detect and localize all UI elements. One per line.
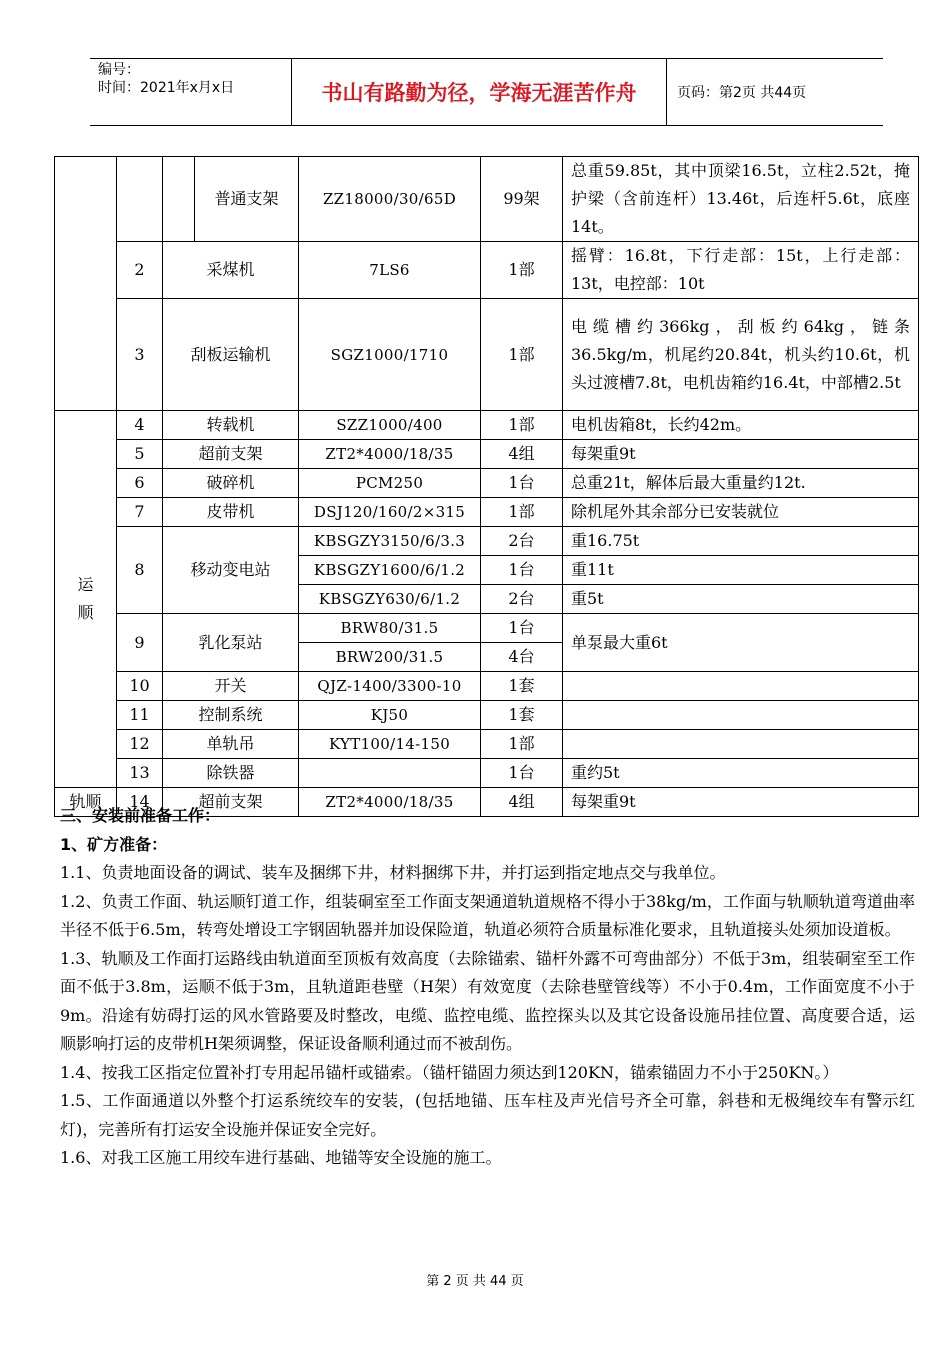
equipment-qty: 1部: [481, 730, 563, 759]
equipment-qty: 1套: [481, 672, 563, 701]
equipment-model: KBSGZY630/6/1.2: [299, 585, 481, 614]
category-cell: [55, 157, 117, 411]
equipment-name: 转载机: [163, 411, 299, 440]
table-row: [55, 527, 919, 556]
row-number: 12: [117, 730, 163, 759]
row-number: 10: [117, 672, 163, 701]
equipment-note: 重约5t: [563, 759, 919, 788]
equipment-qty: 4组: [481, 788, 563, 817]
equipment-name: 采煤机: [163, 242, 299, 299]
row-number: 3: [117, 299, 163, 411]
number-label: 编号：: [98, 62, 140, 78]
row-number: 2: [117, 242, 163, 299]
table-row: [55, 498, 919, 527]
equipment-model: ZT2*4000/18/35: [299, 440, 481, 469]
row-number: 11: [117, 701, 163, 730]
equipment-qty: 1台: [481, 556, 563, 585]
equipment-note: 电机齿箱8t，长约42m。: [563, 411, 919, 440]
table-row: [55, 299, 919, 411]
equipment-note: 重11t: [563, 556, 919, 585]
equipment-model: SGZ1000/1710: [299, 299, 481, 411]
table-row: [55, 242, 919, 299]
equipment-note: 除机尾外其余部分已安装就位: [563, 498, 919, 527]
subsection-heading: 1、矿方准备：: [60, 834, 168, 854]
category-cell-guishun: 轨顺: [55, 788, 117, 817]
equipment-name: 超前支架: [163, 440, 299, 469]
equipment-note: [563, 701, 919, 730]
paragraph-1-6: 1.6、对我工区施工用绞车进行基础、地锚等安全设施的施工。: [60, 1148, 502, 1167]
equipment-name: 皮带机: [163, 498, 299, 527]
equipment-qty: 1台: [481, 614, 563, 643]
equipment-model: 7LS6: [299, 242, 481, 299]
equipment-note: 总重59.85t，其中顶梁16.5t，立柱2.52t，掩护梁（含前连杆）13.46t，后连杆5.6t，底座14t。: [563, 157, 919, 242]
category-label: 运 顺: [77, 575, 94, 622]
row-number: 8: [117, 527, 163, 614]
row-number: 4: [117, 411, 163, 440]
row-number: 13: [117, 759, 163, 788]
equipment-model: BRW200/31.5: [299, 643, 481, 672]
paragraph-1-1: 1.1、负责地面设备的调试、装车及捆绑下井，材料捆绑下井，并打运到指定地点交与我单位。: [60, 863, 726, 882]
header-page-label: 页码：第2页 共44页: [677, 85, 807, 101]
equipment-model: ZZ18000/30/65D: [299, 157, 481, 242]
table-row: [55, 157, 919, 242]
table-row: [55, 672, 919, 701]
equipment-model: BRW80/31.5: [299, 614, 481, 643]
page-header: [90, 58, 883, 126]
equipment-qty: 4台: [481, 643, 563, 672]
table-row: [55, 730, 919, 759]
equipment-qty: 1部: [481, 411, 563, 440]
equipment-name: 单轨吊: [163, 730, 299, 759]
paragraph-1-5: 1.5、工作面通道以外整个打运系统绞车的安装，(包括地锚、压车柱及声光信号齐全可靠，斜巷和无极绳绞车有警示红灯)，完善所有打运安全设施并保证安全完好。: [60, 1091, 915, 1139]
equipment-note: 单泵最大重6t: [563, 614, 919, 672]
equipment-qty: 4组: [481, 440, 563, 469]
equipment-model: [299, 759, 481, 788]
time-label: 时间：2021年x月x日: [98, 80, 235, 96]
equipment-name: 破碎机: [163, 469, 299, 498]
equipment-qty: 1套: [481, 701, 563, 730]
table-row: [55, 411, 919, 440]
header-meta: [90, 59, 292, 125]
equipment-name: 除铁器: [163, 759, 299, 788]
equipment-qty: 2台: [481, 527, 563, 556]
equipment-name: 控制系统: [163, 701, 299, 730]
equipment-model: KBSGZY3150/6/3.3: [299, 527, 481, 556]
equipment-qty: 99架: [481, 157, 563, 242]
paragraph-1-3: 1.3、轨顺及工作面打运路线由轨道面至顶板有效高度（去除锚索、锚杆外露不可弯曲部分）不低于3m，组装硐室至工作面不低于3.8m，运顺不低于3m，且轨道距巷壁（H架）有效宽度（去除巷壁管线等）不小于0.4m，工作面宽度不小于9m。沿途有妨碍打运的风水管路要及时整改，电缆、监控电缆、监控探头以及其它设备设施吊挂位置、高度要合适，运顺影响打运的皮带机H架须调整，保证设备顺利通过而不被刮伤。: [60, 948, 915, 1053]
equipment-qty: 1部: [481, 242, 563, 299]
equipment-model: PCM250: [299, 469, 481, 498]
equipment-name: 超前支架: [163, 788, 299, 817]
row-number: 5: [117, 440, 163, 469]
equipment-qty: 2台: [481, 585, 563, 614]
table-row: [55, 614, 919, 643]
equipment-note: 摇臂：16.8t，下行走部：15t，上行走部：13t，电控部：10t: [563, 242, 919, 299]
row-number: 9: [117, 614, 163, 672]
page-footer: 第 2 页 共 44 页: [426, 1274, 524, 1289]
equipment-model: KBSGZY1600/6/1.2: [299, 556, 481, 585]
equipment-note: 电缆槽约366kg，刮板约64kg，链条36.5kg/m，机尾约20.84t，机头约10.6t，机头过渡槽7.8t，电机齿箱约16.4t，中部槽2.5t: [563, 299, 919, 411]
equipment-name: 刮板运输机: [163, 299, 299, 411]
equipment-model: KYT100/14-150: [299, 730, 481, 759]
table-row: [55, 440, 919, 469]
table-row: [55, 759, 919, 788]
equipment-model: KJ50: [299, 701, 481, 730]
equipment-note: 每架重9t: [563, 788, 919, 817]
equipment-name: 开关: [163, 672, 299, 701]
equipment-note: 重16.75t: [563, 527, 919, 556]
paragraph-1-2: 1.2、负责工作面、轨运顺钉道工作，组装硐室至工作面支架通道轨道规格不得小于38kg/m，工作面与轨顺轨道弯道曲率半径不低于6.5m，转弯处增设工字钢固轨器并加设保险道，轨道必须符合质量标准化要求，且轨道接头处须加设道板。: [60, 891, 915, 939]
header-motto: 书山有路勤为径，学海无涯苦作舟: [292, 59, 667, 125]
equipment-note: [563, 672, 919, 701]
equipment-table: [54, 156, 919, 817]
row-number: [117, 157, 163, 242]
category-cell-yunshun: [55, 411, 117, 788]
paragraph-1-4: 1.4、按我工区指定位置补打专用起吊锚杆或锚索。（锚杆锚固力须达到120KN，锚索锚固力不小于250KN。）: [60, 1062, 839, 1082]
equipment-note: 总重21t，解体后最大重量约12t.: [563, 469, 919, 498]
equipment-qty: 1部: [481, 299, 563, 411]
section-heading: 三、安装前准备工作：: [60, 806, 221, 825]
equipment-name: 移动变电站: [163, 527, 299, 614]
equipment-note: 重5t: [563, 585, 919, 614]
row-number: 7: [117, 498, 163, 527]
table-row: [55, 701, 919, 730]
equipment-name: 乳化泵站: [163, 614, 299, 672]
row-number: 14: [117, 788, 163, 817]
row-number: 6: [117, 469, 163, 498]
equipment-note: 每架重9t: [563, 440, 919, 469]
body-text: [60, 802, 915, 1173]
table-row: [55, 469, 919, 498]
equipment-model: QJZ-1400/3300-10: [299, 672, 481, 701]
equipment-note: [563, 730, 919, 759]
equipment-qty: 1台: [481, 469, 563, 498]
equipment-qty: 1台: [481, 759, 563, 788]
equipment-qty: 1部: [481, 498, 563, 527]
equipment-model: SZZ1000/400: [299, 411, 481, 440]
equipment-model: ZT2*4000/18/35: [299, 788, 481, 817]
equipment-model: DSJ120/160/2×315: [299, 498, 481, 527]
equipment-name: 普通支架: [195, 157, 299, 242]
sub-cell: [163, 157, 195, 242]
